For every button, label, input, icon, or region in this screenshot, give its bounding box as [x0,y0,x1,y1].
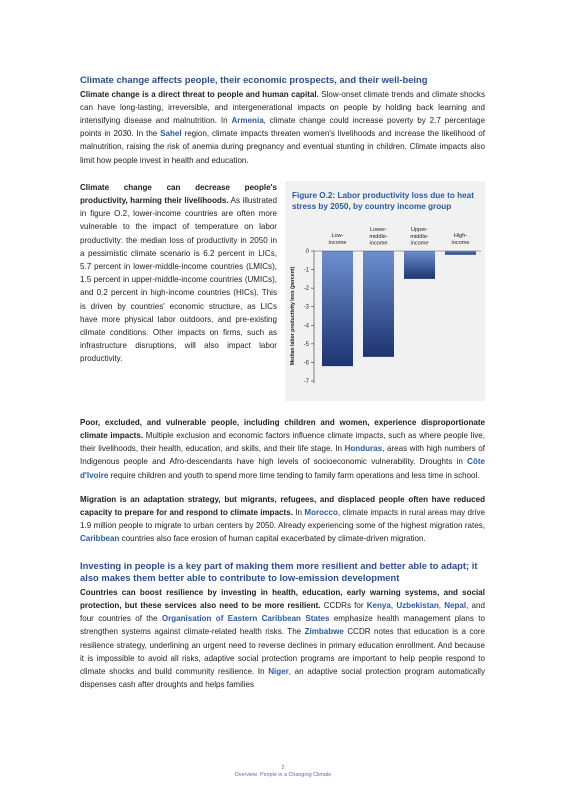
bold-lead: Countries can boost resilience by investing in health, education, early warning systems, and social protection, but these services also need to be more resilient. [80,587,485,611]
text-run: , and four countries of the [80,601,485,624]
country-highlight: Nepal [444,601,467,611]
page-footer [0,765,566,779]
country-highlight: Uzbekistan [396,601,439,611]
bold-lead: Climate change is a direct threat to people and human capital. [80,89,319,99]
category-label: High-income [451,232,470,246]
text-run: emphasize health management plans to strengthen systems against climate-related health risks. The [80,614,485,637]
text-run: In [292,508,305,518]
paragraph-human-capital [80,88,485,167]
text-run: countries also face erosion of human capital exacerbated by climate-driven migration. [119,534,426,544]
y-tick-label: -2 [303,285,309,292]
country-highlight: Côte d'Ivoire [80,457,485,480]
category-label: Lower-middle-income [369,226,388,247]
y-tick-label: -6 [303,360,309,367]
category-label: Low-income [328,232,347,246]
bold-lead: Poor, excluded, and vulnerable people, including children and women, experience disproportionate climate impacts. [80,417,485,441]
country-highlight: Caribbean [80,534,120,544]
country-highlight: Organisation of Eastern Caribbean States [161,614,330,624]
text-run: , areas with high numbers of Indigenous people and Afro-descendants have high levels of socioeconomic vulnerability. Droughts in [80,444,485,467]
paragraph-vulnerable-people [80,416,485,482]
country-highlight: Zimbabwe [304,627,344,637]
text-run: , an adaptive social protection program automatically dispenses cash after droughts and helps families [80,667,485,690]
category-label: Upper-middle-income [410,226,429,247]
text-run: As illustrated in figure O.2, lower-income countries are often more vulnerable to the impact of temperature on labor productivity: the median loss of productivity in 2050 in a pessimistic climate scenario is 6.2 percent in LICs, 5.7 percent in lower-middle-income countries (LMICs), 1.5 percent in upper-middle-income countries (UMICs), and 0.2 percent in high-income countries (HICs). This is driven by countries' economic structure, as LICs have more physical labor outdoors, and pre-existing climate conditions. Other impacts on firms, such as infrastructure disruptions, will also impact labor productivity. [80,196,278,364]
country-highlight: Niger [268,667,289,677]
y-axis-label: Median labor productivity loss (percent) [290,266,296,366]
country-highlight: Kenya [366,601,391,611]
bold-lead: Migration is an adaptation strategy, but migrants, refugees, and displaced people often have reduced capacity to prepare for and respond to climate impacts. [80,494,485,518]
section-heading-climate-impacts: Climate change affects people, their economic prospects, and their well-being [80,74,428,85]
bar [404,251,435,279]
section-heading-investing: Investing in people is a key part of making them more resilient and better able to adapt; it also makes them better able to contribute to low-emission development [80,559,478,584]
figure-o2 [285,181,485,401]
text-run: , [438,601,445,611]
page-number: 2 [281,765,285,771]
country-highlight: Morocco [304,508,338,518]
text-run: , climate change could increase poverty by 2.7 percentage points in 2030. In the [80,116,485,139]
figure-title: Figure O.2: Labor productivity loss due to heat stress by 2050, by country income group [292,190,474,211]
y-tick-label: 0 [305,248,309,255]
text-run: region, climate impacts threaten women's livelihoods and increase the likelihood of malnutrition, raising the risk of anemia during pregnancy and eventual stunting in children. Climate impacts also limit how people invest in health and education. [80,129,485,165]
country-highlight: Honduras [344,444,383,454]
two-column-block [80,181,485,401]
y-tick-label: -4 [303,323,309,330]
text-run: CCDR notes that education is a core resilience strategy, underlining an urgent need to reverse declines in primary education enrollment. And because it is impossible to avoid all risks, adaptive social protection programs are important to help people respond to climate shocks and build community resilience. In [80,627,485,677]
country-highlight: Armenia [231,116,264,125]
left-column [80,181,277,401]
paragraph-migration [80,493,485,546]
text-run: require children and youth to spend more time tending to family farm operations and less time in school. [108,470,480,480]
paragraph-resilience [80,586,485,692]
text-run: Multiple exclusion and economic factors influence climate impacts, such as where people live, their livelihoods, their health, education, and skills, and their life stage. In [80,431,485,454]
text-run: CCDRs for [320,601,367,611]
bold-lead: Climate change can decrease people's productivity, harming their livelihoods. [80,182,277,206]
paragraph-productivity [80,181,277,366]
bar [322,251,353,366]
bar-chart [285,181,485,401]
y-tick-label: -5 [303,341,309,348]
running-title: Overview: People in a Changing Climate [234,772,332,778]
y-tick-label: -3 [303,304,309,311]
text-run: Slow-onset climate trends and climate shocks can have long-lasting, irreversible, and intergenerational impacts on people by holding back learning and intensifying disease and malnutrition. In [80,89,485,125]
bar [363,251,394,357]
text-run: , climate impacts in rural areas may drive 1.9 million people to migrate to urban centers by 2050. Already experiencing some of the highest migration rates, [80,508,486,531]
y-tick-label: -1 [303,267,309,274]
document-page [80,74,485,691]
text-run: , [390,601,397,611]
country-highlight: Sahel [160,129,182,139]
bar [445,251,476,255]
y-tick-label: -7 [303,378,309,385]
